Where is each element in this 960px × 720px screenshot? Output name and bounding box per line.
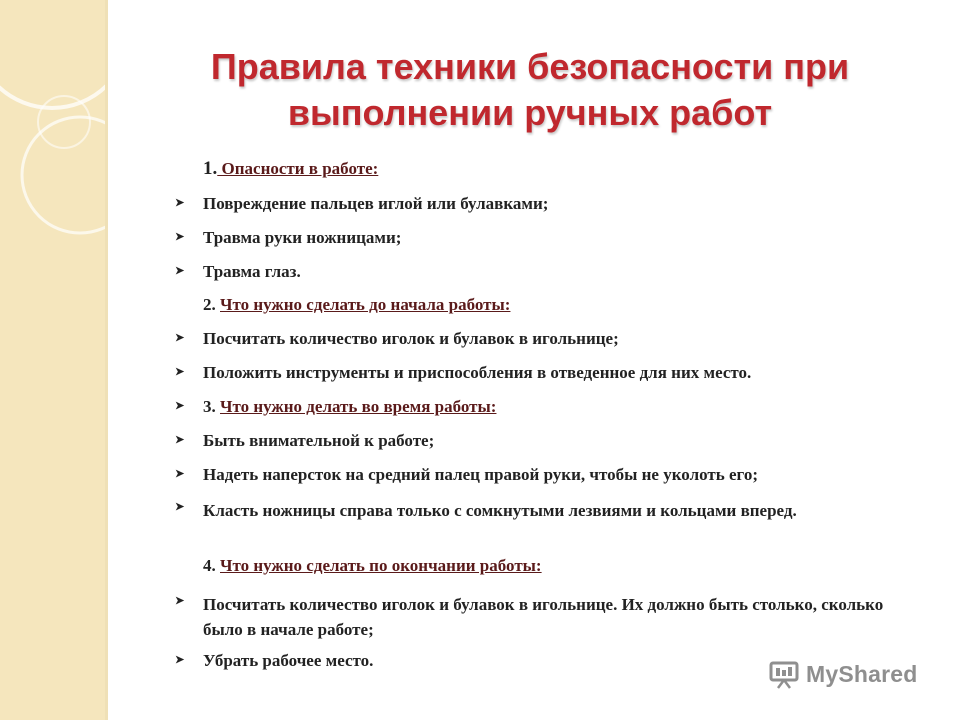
section-heading-text: Опасности в работе:: [217, 159, 379, 178]
arrow-bullet-icon: ➤: [175, 501, 185, 513]
list-item-text: Убрать рабочее место.: [203, 651, 374, 670]
list-item-text: Повреждение пальцев иглой или булавками;: [203, 194, 549, 213]
section-number: 3.: [203, 397, 216, 416]
list-item-text: Надеть наперсток на средний палец правой руки, чтобы не уколоть его;: [203, 465, 758, 484]
myshared-watermark[interactable]: [768, 656, 918, 692]
section-heading-text: Что нужно сделать по окончании работы:: [220, 556, 542, 575]
list-item-text: Класть ножницы справа только с сомкнутыми лезвиями и кольцами вперед.: [203, 501, 797, 520]
arrow-bullet-icon: ➤: [175, 231, 185, 243]
arrow-bullet-icon: ➤: [175, 400, 185, 412]
presentation-board-icon: [768, 659, 800, 689]
section-heading-text: Что нужно делать во время работы:: [220, 397, 497, 416]
section-number: 2.: [203, 295, 216, 314]
section-heading-text: Что нужно сделать до начала работы:: [220, 295, 511, 314]
section-number: 4.: [203, 556, 216, 575]
section-number: 1.: [203, 158, 218, 179]
list-item-text: Посчитать количество иголок и булавок в игольнице;: [203, 329, 619, 348]
arrow-bullet-icon: ➤: [175, 332, 185, 344]
section-heading-1: [203, 158, 378, 180]
list-item-text: Посчитать количество иголок и булавок в игольнице. Их должно быть столько, сколько было в начале работе;: [203, 595, 884, 639]
side-band-border: [105, 0, 108, 720]
section-heading-4: [203, 556, 542, 576]
arrow-bullet-icon: ➤: [175, 595, 185, 607]
title-line-1: Правила техники безопасности при: [210, 46, 850, 87]
arrow-bullet-icon: ➤: [175, 468, 185, 480]
arrow-bullet-icon: ➤: [175, 434, 185, 446]
list-item-text: Положить инструменты и приспособления в отведенное для них место.: [203, 363, 752, 382]
arrow-bullet-icon: ➤: [175, 265, 185, 277]
slide-title: [150, 44, 910, 136]
list-item-text: Травма глаз.: [203, 262, 301, 281]
list-item-text: Быть внимательной к работе;: [203, 431, 435, 450]
decorative-circles: [0, 0, 108, 720]
list-item-text: Травма руки ножницами;: [203, 228, 402, 247]
arrow-bullet-icon: ➤: [175, 197, 185, 209]
section-heading-2: [203, 295, 510, 315]
arrow-bullet-icon: ➤: [175, 366, 185, 378]
arrow-bullet-icon: ➤: [175, 654, 185, 666]
watermark-text: MyShared: [806, 660, 918, 687]
title-line-2: выполнении ручных работ: [287, 92, 773, 133]
